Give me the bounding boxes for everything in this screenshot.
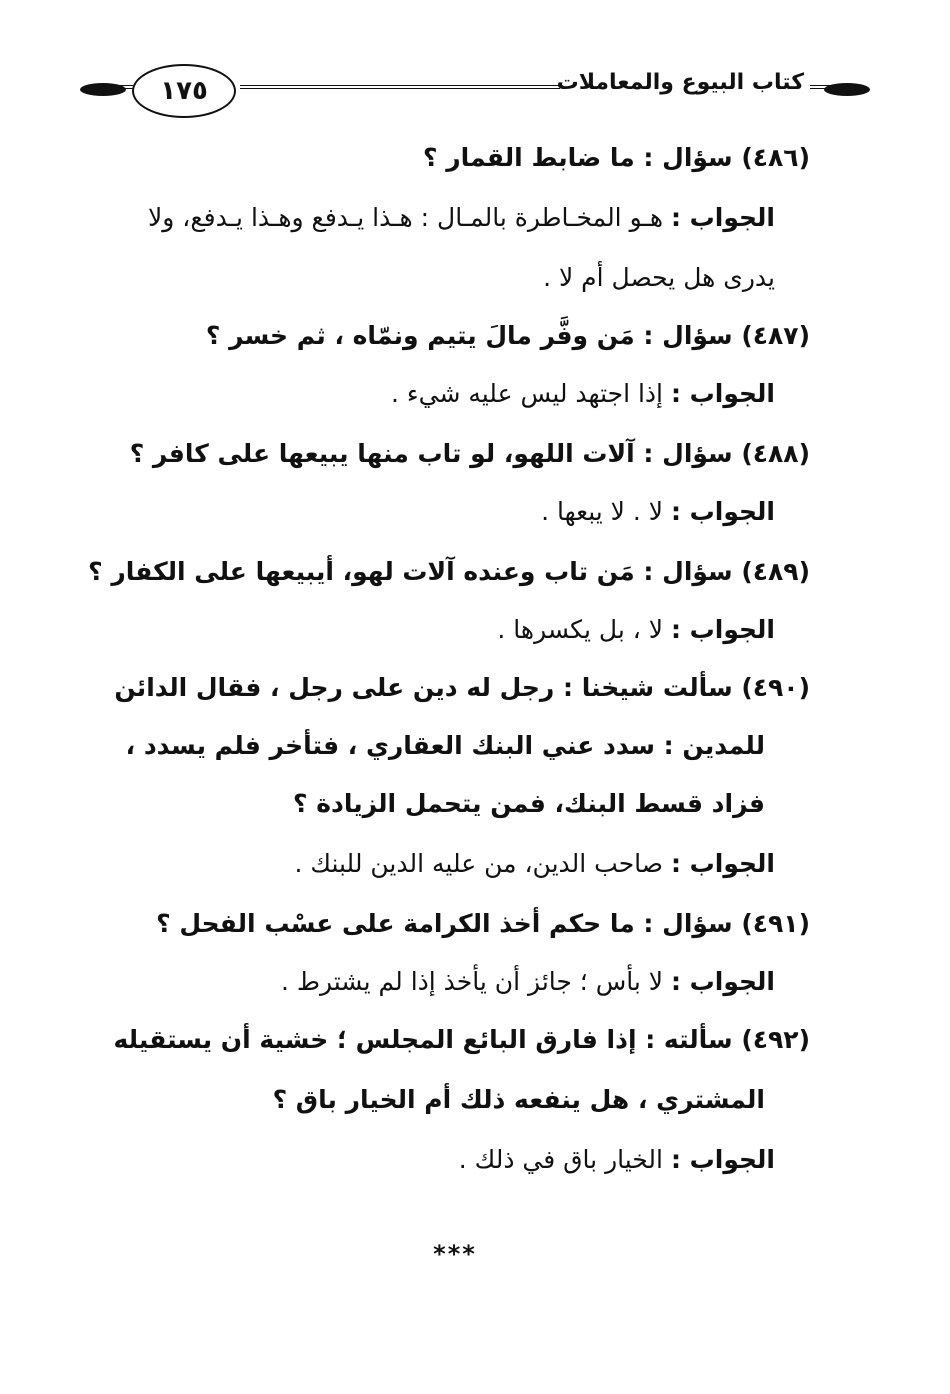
- line-text: الخيار باق في ذلك .: [458, 1145, 671, 1174]
- line-text: المشتري ، هل ينفعه ذلك أم الخيار باق ؟: [272, 1085, 765, 1114]
- header-ornament-right: [824, 83, 870, 96]
- line-text: فزاد قسط البنك، فمن يتحمل الزيادة ؟: [293, 789, 765, 818]
- text-line: [543, 258, 775, 298]
- question-line: [88, 552, 810, 592]
- answer-label: الجواب :: [670, 379, 775, 408]
- line-text: لا ، بل يكسرها .: [497, 615, 671, 644]
- answer-label: الجواب :: [670, 1145, 775, 1174]
- line-text: (٤٨٦) سؤال : ما ضابط القمار ؟: [423, 143, 810, 172]
- question-line: [156, 904, 810, 944]
- answer-line: [148, 198, 775, 238]
- question-line: [423, 138, 810, 178]
- line-text: لا . لا يبعها .: [541, 497, 671, 526]
- question-line: [114, 668, 810, 708]
- page-number: ١٧٥: [132, 64, 236, 118]
- answer-label: الجواب :: [670, 615, 775, 644]
- line-text: يدرى هل يحصل أم لا .: [543, 263, 775, 292]
- section-end-mark: ***: [433, 1240, 477, 1268]
- question-line: [293, 784, 765, 824]
- line-text: (٤٨٨) سؤال : آلات اللهو، لو تاب منها يبيعها على كافر ؟: [129, 439, 810, 468]
- line-text: (٤٩٠) سألت شيخنا : رجل له دين على رجل ، فقال الدائن: [114, 673, 810, 702]
- answer-line: [497, 610, 775, 650]
- answer-label: الجواب :: [670, 967, 775, 996]
- line-text: للمدين : سدد عني البنك العقاري ، فتأخر فلم يسدد ،: [125, 731, 765, 760]
- line-text: إذا اجتهد ليس عليه شيء .: [390, 379, 671, 408]
- question-line: [126, 726, 765, 766]
- question-line: [130, 434, 810, 474]
- line-text: صاحب الدين، من عليه الدين للبنك .: [294, 849, 671, 878]
- question-line: [206, 316, 810, 356]
- answer-label: الجواب :: [670, 497, 775, 526]
- answer-line: [459, 1140, 775, 1180]
- book-title: كتاب البيوع والمعاملات: [556, 70, 804, 95]
- line-text: لا بأس ؛ جائز أن يأخذ إذا لم يشترط .: [280, 967, 671, 996]
- answer-line: [295, 844, 776, 884]
- answer-line: [281, 962, 775, 1002]
- line-text: (٤٨٧) سؤال : مَن وفَّر مالَ يتيم ونمّاه ، ثم خسر ؟: [205, 321, 810, 350]
- line-text: (٤٩١) سؤال : ما حكم أخذ الكرامة على عسْب الفحل ؟: [156, 909, 810, 938]
- line-text: هـو المخـاطرة بالمـال : هـذا يـدفع وهـذا يـدفع، ولا: [148, 203, 671, 232]
- answer-label: الجواب :: [670, 849, 775, 878]
- header-rule: [240, 85, 560, 89]
- answer-line: [391, 374, 775, 414]
- answer-line: [541, 492, 775, 532]
- answer-label: الجواب :: [670, 203, 775, 232]
- question-line: [114, 1020, 811, 1060]
- question-line: [273, 1080, 765, 1120]
- line-text: (٤٨٩) سؤال : مَن تاب وعنده آلات لهو، أيبيعها على الكفار ؟: [88, 557, 810, 586]
- page-header: [80, 62, 870, 118]
- line-text: (٤٩٢) سألته : إذا فارق البائع المجلس ؛ خشية أن يستقيله: [113, 1025, 810, 1054]
